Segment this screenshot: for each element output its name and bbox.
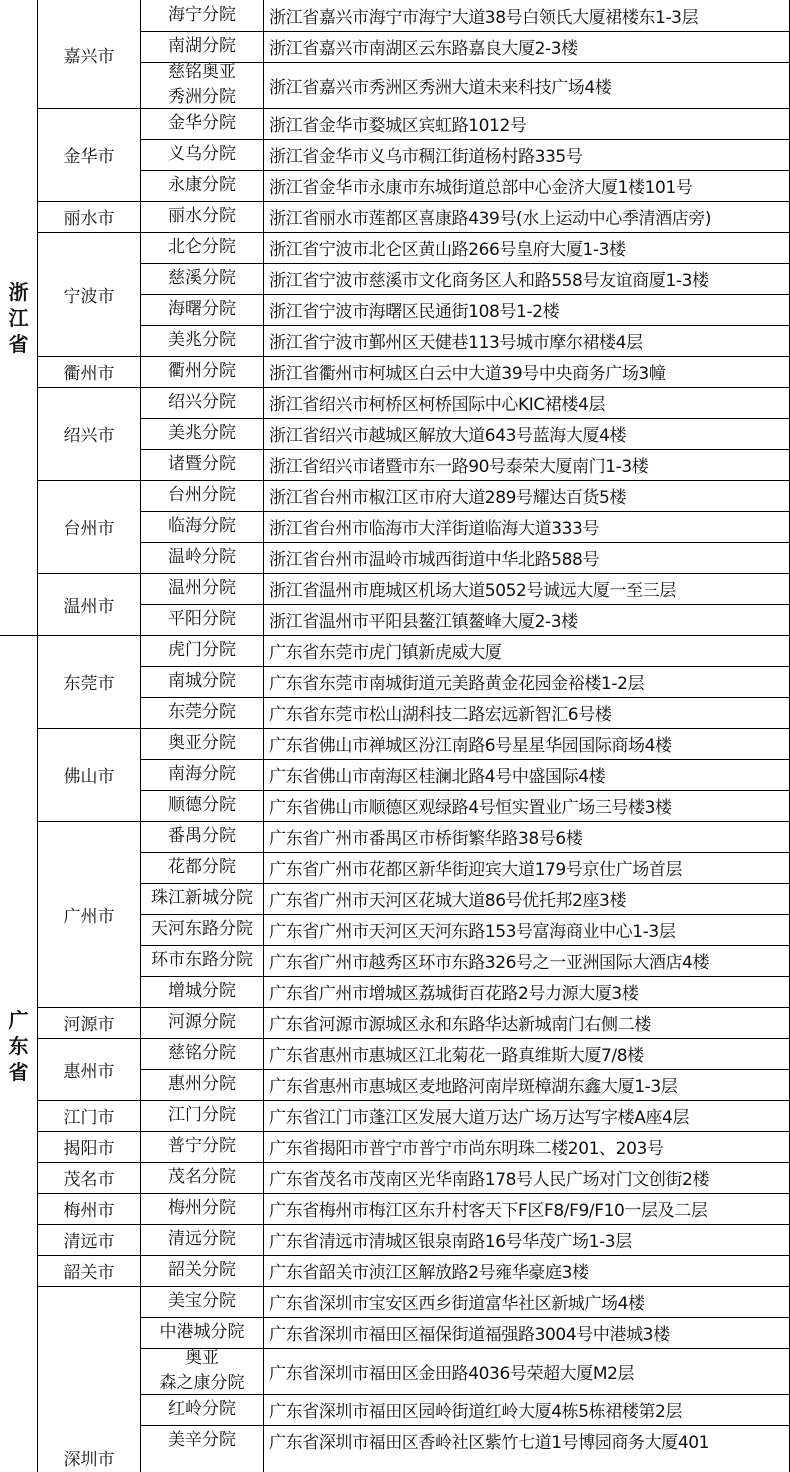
city-name: 佛山市 (63, 767, 115, 787)
province-name: 广东省 (8, 1007, 29, 1084)
branch-address: 广东省揭阳市普宁市普宁市尚东明珠二楼201、203号 (269, 1139, 664, 1159)
city-name: 茂名市 (63, 1170, 115, 1190)
branch-address: 广东省广州市增城区荔城街百花路2号力源大厦3楼 (269, 984, 639, 1004)
branch-name: 清远分院 (168, 1229, 236, 1249)
city-name: 江门市 (63, 1108, 115, 1128)
branch-address: 浙江省嘉兴市海宁市海宁大道38号白领氏大厦裙楼东1-3层 (269, 8, 699, 28)
branch-address: 浙江省宁波市海曙区民通街108号1-2楼 (269, 302, 560, 322)
branch-name: 金华分院 (168, 113, 236, 133)
branch-address: 广东省广州市天河区花城大道86号优托邦2座3楼 (269, 891, 627, 911)
branch-address: 浙江省绍兴市柯桥区柯桥国际中心KIC裙楼4层 (269, 395, 606, 415)
city-column-border (140, 0, 141, 1472)
branch-name: 茂名分院 (168, 1167, 236, 1187)
branch-name: 平阳分院 (168, 609, 236, 629)
branch-name: 慈铭分院 (168, 1043, 236, 1063)
branch-address: 浙江省温州市鹿城区机场大道5052号诚远大厦一至三层 (269, 581, 676, 601)
city-name: 惠州市 (63, 1061, 115, 1082)
branch-name: 梅州分院 (168, 1198, 236, 1218)
branch-name: 中港城分院 (159, 1322, 245, 1342)
branch-name: 环市东路分院 (151, 950, 253, 970)
branch-name: 韶关分院 (168, 1260, 236, 1280)
branch-name: 南海分院 (168, 764, 236, 784)
city-name: 丽水市 (63, 209, 115, 229)
branch-name: 义乌分院 (168, 144, 236, 164)
branch-name: 海宁分院 (168, 5, 236, 25)
branch-address: 浙江省丽水市莲都区喜康路439号(水上运动中心季清酒店旁) (269, 209, 712, 229)
branch-name: 临海分院 (168, 516, 236, 536)
branch-name: 虎门分院 (168, 640, 236, 660)
branch-name: 奥亚分院 (168, 733, 236, 753)
branch-address: 浙江省宁波市慈溪市文化商务区人和路558号友谊商厦1-3楼 (269, 271, 709, 291)
city-name: 清远市 (63, 1232, 115, 1252)
city-name: 河源市 (63, 1015, 115, 1035)
branch-name: 红岭分院 (168, 1399, 236, 1419)
city-name: 温州市 (63, 596, 115, 617)
city-name: 揭阳市 (63, 1139, 115, 1159)
branch-name: 温岭分院 (168, 547, 236, 567)
branch-address: 广东省深圳市福田区福保街道福强路3004号中港城3楼 (269, 1325, 670, 1345)
branch-address: 广东省广州市花都区新华街迎宾大道179号京仕广场首层 (269, 860, 683, 880)
city-name: 梅州市 (63, 1201, 115, 1221)
branch-name: 海曙分院 (168, 299, 236, 319)
branch-name: 慈溪分院 (168, 268, 236, 288)
branch-address: 浙江省台州市温岭市城西街道中华北路588号 (269, 550, 600, 570)
branch-name: 北仑分院 (168, 237, 236, 257)
branch-address: 广东省深圳市福田区园岭街道红岭大厦4栋5栋裙楼第2层 (269, 1402, 683, 1422)
branch-name: 台州分院 (168, 485, 236, 505)
branch-name: 美辛分院 (168, 1430, 236, 1450)
city-name: 广州市 (63, 906, 115, 927)
branch-name: 诸暨分院 (168, 454, 236, 474)
branch-name: 增城分院 (168, 981, 236, 1001)
branch-name: 美兆分院 (168, 330, 236, 350)
branch-address: 广东省茂名市茂南区光华南路178号人民广场对门文创街2楼 (269, 1170, 710, 1190)
branch-name: 南城分院 (168, 671, 236, 691)
branch-name: 江门分院 (168, 1105, 236, 1125)
branch-name: 天河东路分院 (151, 919, 253, 939)
branch-address: 广东省韶关市浈江区解放路2号雍华豪庭3楼 (269, 1263, 589, 1283)
branch-address: 广东省佛山市禅城区汾江南路6号星星华园国际商场4楼 (269, 736, 672, 756)
branch-column-border (263, 0, 264, 1472)
branch-address: 广东省深圳市福田区金田路4036号荣超大厦M2层 (269, 1363, 635, 1384)
branch-address: 浙江省金华市婺城区宾虹路1012号 (269, 116, 527, 136)
branch-address: 浙江省嘉兴市秀洲区秀洲大道未来科技广场4楼 (269, 77, 612, 98)
branch-address: 广东省广州市越秀区环市东路326号之一亚洲国际大酒店4楼 (269, 953, 710, 973)
city-name: 嘉兴市 (63, 46, 115, 67)
branch-name: 花都分院 (168, 857, 236, 877)
branch-address: 广东省佛山市南海区桂澜北路4号中盛国际4楼 (269, 767, 606, 787)
branch-name: 衢州分院 (168, 361, 236, 381)
branch-address: 浙江省台州市椒江区市府大道289号耀达百货5楼 (269, 488, 627, 508)
branch-name: 惠州分院 (168, 1074, 236, 1094)
branch-address: 广东省东莞市虎门镇新虎威大厦 (269, 643, 502, 663)
branch-address: 浙江省台州市临海市大洋街道临海大道333号 (269, 519, 600, 539)
branch-address: 浙江省金华市永康市东城街道总部中心金济大厦1楼101号 (269, 178, 693, 198)
branch-address: 浙江省温州市平阳县鳌江镇鳌峰大厦2-3楼 (269, 612, 578, 632)
branch-address: 广东省佛山市顺德区观绿路4号恒实置业广场三号楼3楼 (269, 798, 672, 818)
branch-address: 浙江省衢州市柯城区白云中大道39号中央商务广场3幢 (269, 364, 666, 384)
branch-name: 永康分院 (168, 175, 236, 195)
branch-name: 南湖分院 (168, 36, 236, 56)
branch-name: 美宝分院 (168, 1291, 236, 1311)
branch-address: 广东省东莞市松山湖科技二路宏远新智汇6号楼 (269, 705, 612, 725)
branch-name: 顺德分院 (168, 795, 236, 815)
branch-address: 浙江省绍兴市诸暨市东一路90号泰荣大厦南门1-3楼 (269, 457, 649, 477)
branch-address: 广东省深圳市宝安区西乡街道富华社区新城广场4楼 (269, 1294, 645, 1314)
city-name: 衢州市 (63, 364, 115, 384)
branch-address: 浙江省宁波市北仑区黄山路266号皇府大厦1-3楼 (269, 240, 626, 260)
branch-name: 番禺分院 (168, 826, 236, 846)
branch-address: 广东省梅州市梅江区东升村客天下F区F8/F9/F10一层及二层 (269, 1201, 708, 1221)
city-name: 宁波市 (63, 286, 115, 307)
city-name: 东莞市 (63, 674, 115, 694)
branch-name: 美兆分院 (168, 423, 236, 443)
branch-address: 广东省河源市源城区永和东路华达新城南门右侧二楼 (269, 1015, 651, 1035)
branch-name: 绍兴分院 (168, 392, 236, 412)
branch-address: 浙江省金华市义乌市稠江街道杨村路335号 (269, 147, 583, 167)
branch-name: 奥亚 森之康分院 (159, 1348, 245, 1393)
province-column-border (37, 0, 38, 1472)
branch-address: 广东省江门市蓬江区发展大道万达广场万达写字楼A座4层 (269, 1108, 690, 1128)
branch-address: 广东省惠州市惠城区江北菊花一路真维斯大厦7/8楼 (269, 1046, 644, 1066)
city-name: 绍兴市 (63, 426, 115, 446)
branch-address: 广东省东莞市南城街道元美路黄金花园金裕楼1-2层 (269, 674, 645, 694)
city-name: 台州市 (63, 519, 115, 539)
branch-name: 普宁分院 (168, 1136, 236, 1156)
branch-address: 浙江省绍兴市越城区解放大道643号蓝海大厦4楼 (269, 426, 627, 446)
branch-name: 河源分院 (168, 1012, 236, 1032)
city-name: 金华市 (63, 147, 115, 167)
branch-name: 珠江新城分院 (151, 888, 253, 908)
province-name: 浙江省 (8, 279, 29, 356)
branch-address: 广东省广州市番禺区市桥街繁华路38号6楼 (269, 829, 583, 849)
branch-name: 丽水分院 (168, 206, 236, 226)
branch-address: 广东省深圳市福田区香岭社区紫竹七道1号博园商务大厦401 (269, 1433, 710, 1453)
branch-name: 温州分院 (168, 578, 236, 598)
branch-address: 广东省清远市清城区银泉南路16号华茂广场1-3层 (269, 1232, 632, 1252)
branch-address: 浙江省宁波市鄞州区天健巷113号城市摩尔裙楼4层 (269, 333, 643, 353)
branch-name: 东莞分院 (168, 702, 236, 722)
branch-address: 广东省广州市天河区天河东路153号富海商业中心1-3层 (269, 922, 676, 942)
branch-address: 浙江省嘉兴市南湖区云东路嘉良大厦2-3楼 (269, 39, 578, 59)
branch-name: 慈铭奥亚 秀洲分院 (168, 62, 236, 107)
branch-address: 广东省惠州市惠城区麦地路河南岸斑樟湖东鑫大厦1-3层 (269, 1077, 678, 1097)
city-name: 深圳市 (63, 1449, 115, 1470)
city-name: 韶关市 (63, 1263, 115, 1283)
